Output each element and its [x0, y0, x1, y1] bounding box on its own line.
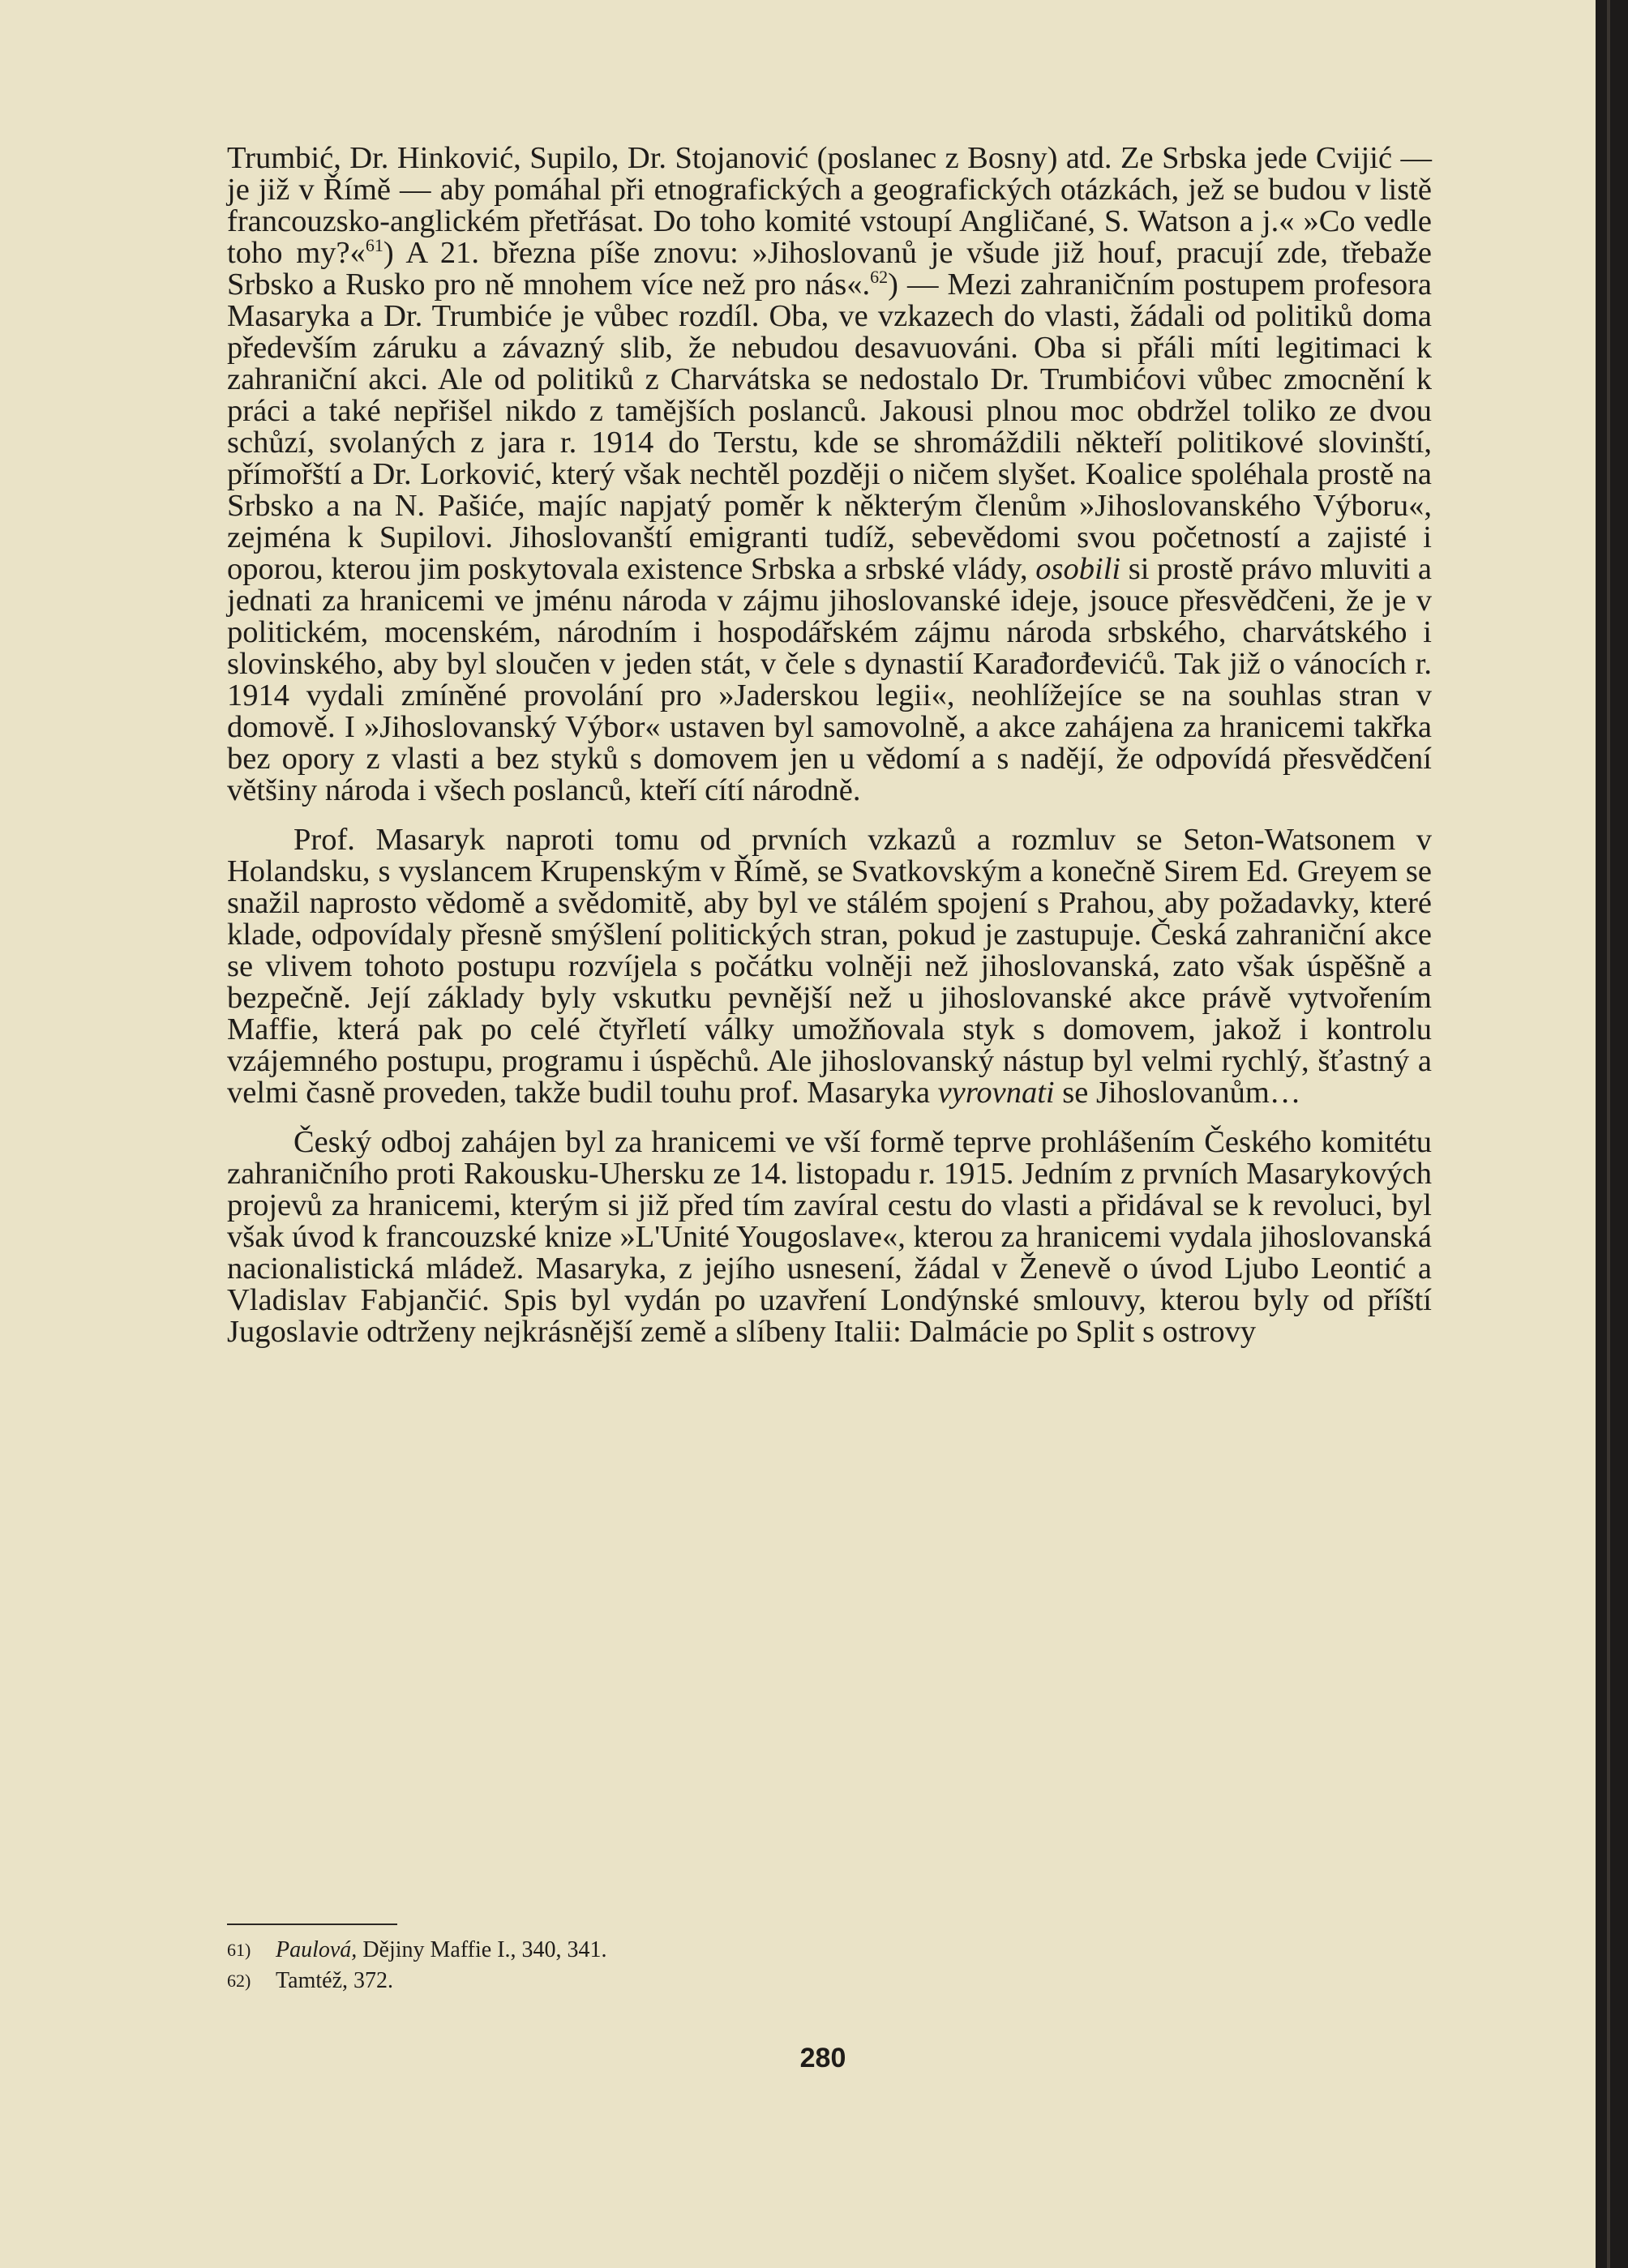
paragraph-text: ) A 21. března píše znovu: »Jihoslovanů je všude již houf, pracují zde, třebaže Srbsko a Rusko pro ně mnohem více než pro nás«.: [227, 236, 1432, 302]
footnote-62: [227, 1968, 1200, 1994]
body-text: [227, 143, 1432, 1348]
footnote-text: Dějiny Maffie I., 340, 341.: [357, 1937, 607, 1962]
footnote-author: Paulová,: [276, 1937, 358, 1962]
paragraph-text: Prof. Masaryk naproti tomu od prvních vzkazů a rozmluv se Seton-Watsonem v Holandsku, s vyslancem Krupenským v Římě, se Svatkovským a konečně Sirem Ed. Greyem se snažil naprosto vědomě a svědomitě, aby byl ve stálém spojení s Prahou, aby požadavky, které klade, odpovídaly přesně smýšlení politických stran, pokud je zastupuje. Česká zahraniční akce se vlivem tohoto postupu rozvíjela s počátku volněji než jihoslovanská, zato však úspěšně a bezpečně. Její základy byly vskutku pevnější než u jihoslovanské akce právě vytvořením Maffie, která pak po celé čtyřletí války umožňovala styk s domovem, jakož i kontrolu vzájemného postupu, programu i úspěchů. Ale jihoslovanský nástup byl velmi rychlý, šťastný a velmi časně proveden, takže budil touhu prof. Masaryka: [227, 823, 1432, 1110]
paragraph-3: [227, 1127, 1432, 1348]
paragraph-text: ) — Mezi zahraničním postupem profesora Masaryka a Dr. Trumbiće je vůbec rozdíl. Oba, ve vzkazech do vlasti, žádali od politiků doma především záruku a závazný slib, že nebudou desavuováni. Oba si přáli míti legitimaci k zahraniční akci. Ale od politiků z Charvátska se nedostalo Dr. Trumbićovi vůbec zmocnění k práci a také nepřišel nikdo z tamějších poslanců. Jakousi plnou moc obdržel toliko ze dvou schůzí, svolaných z jara r. 1914 do Terstu, kde se shromáždili někteří politikové slovinští, přímořští a Dr. Lorković, který však nechtěl později o ničem slyšet. Koalice spoléhala prostě na Srbsko a na N. Pašiće, majíc napjatý poměr k některým členům »Jihoslovanského Výboru«, zejména k Supilovi. Jihoslovanští emigranti tudíž, sebevědomi svou početností a zajisté i oporou, kterou jim poskytovala existence Srbska a srbské vlády,: [227, 267, 1433, 586]
footnote-ref: 61: [365, 235, 383, 256]
paragraph-text: si prostě právo mluviti a jednati za hranicemi ve jménu národa v zájmu jihoslovanské ideje, jsouce přesvědčeni, že je v politickém, mocenském, národním i hospodářském zájmu národa srbského, charvátského i slovinského, aby byl sloučen v jeden stát, v čele s dynastií Karađorđevićů. Tak již o vánocích r. 1914 vydali zmíněné provolání pro »Jaderskou legii«, neohlížejíce se na souhlas stran v domově. I »Jihoslovanský Výbor« ustaven byl samovolně, a akce zahájena za hranicemi takřka bez opory z vlasti a bez styků s domovem jen u vědomí a s nadějí, že odpovídá přesvědčení většiny národa i všech poslanců, kteří cítí národně.: [227, 552, 1432, 807]
paragraph-text: Český odboj zahájen byl za hranicemi ve vší formě teprve prohlášením Českého komitétu zahraničního proti Rakousku-Uhersku ze 14. listopadu r. 1915. Jedním z prvních Masarykových projevů za hranicemi, kterým si již před tím zavíral cestu do vlasti a přidával se k revoluci, byl však úvod k francouzské knize »L'Unité Yougoslave«, kterou za hranicemi vydala jihoslovanská nacionalistická mládež. Masaryka, z jejího usnesení, žádal v Ženevě o úvod Ljubo Leontić a Vladislav Fabjančić. Spis byl vydán po uzavření Londýnské smlouvy, kterou byly od příští Jugoslavie odtrženy nejkrásnější země a slíbeny Italii: Dalmácie po Split s ostrovy: [227, 1125, 1432, 1349]
footnote-separator: [227, 1924, 397, 1925]
emphasized-text: osobili: [1035, 552, 1121, 586]
footnote-mark: 61): [227, 1940, 251, 1960]
footnote-mark: 62): [227, 1971, 251, 1991]
paragraph-text: Trumbić, Dr. Hinković, Supilo, Dr. Stojanović (poslanec z Bosny) atd. Ze Srbska jede Cvijić — je již v Římě — aby pomáhal při etnografických a geografických otázkách, jež se budou v listě francouzsko-anglickém přetřásat. Do toho komité vstoupí Angličané, S. Watson a j.« »Co vedle toho my?«: [227, 141, 1432, 270]
emphasized-text: vyrovnati: [937, 1076, 1055, 1110]
scan-edge-line: [1607, 0, 1610, 2268]
paragraph-text: se Jihoslovanům…: [1054, 1076, 1301, 1110]
footnotes: [227, 1937, 1200, 1999]
scan-edge: [1596, 0, 1628, 2268]
page-number: 280: [799, 2043, 846, 2073]
footnote-text: Tamtéž, 372.: [276, 1968, 393, 1993]
footnote-61: [227, 1937, 1200, 1963]
paragraph-1: [227, 143, 1432, 807]
paragraph-2: [227, 824, 1432, 1109]
footnote-ref: 62: [870, 267, 889, 288]
